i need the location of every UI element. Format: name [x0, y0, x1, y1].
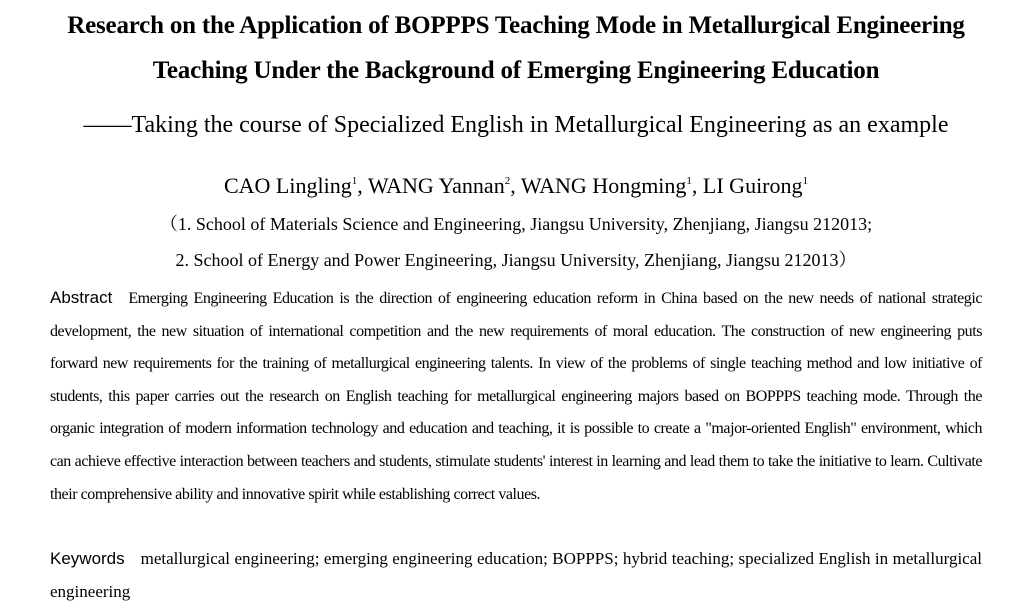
author-separator: ,: [691, 173, 703, 198]
abstract-label: Abstract: [50, 288, 113, 307]
paper-title-line-2: Teaching Under the Background of Emerging Engineering Education: [152, 57, 880, 84]
affiliation-2: 2. School of Energy and Power Engineering, Jiangsu University, Zhenjiang, Jiangsu 212013）: [175, 250, 857, 270]
author-affiliation-mark: 1: [802, 175, 809, 187]
paper-title-line-1: Research on the Application of BOPPPS Teaching Mode in Metallurgical Engineering: [67, 12, 965, 39]
author-name: LI Guirong: [702, 173, 803, 198]
author-separator: ,: [510, 173, 521, 198]
affiliation-1: （1. School of Materials Science and Engineering, Jiangsu University, Zhenjiang, Jiangsu 212013;: [159, 214, 873, 234]
author-name: WANG Yannan: [367, 173, 505, 198]
author-affiliation-mark: 2: [504, 175, 511, 187]
author-affiliation-mark: 1: [351, 175, 358, 187]
keywords-label: Keywords: [50, 549, 125, 568]
abstract: [50, 282, 982, 511]
author-name: CAO Lingling: [223, 173, 352, 198]
author-name: WANG Hongming: [520, 173, 687, 198]
author-affiliation-mark: 1: [686, 175, 692, 187]
author-list: [0, 172, 1032, 200]
paper-subtitle: ——Taking the course of Specialized English in Metallurgical Engineering as an example: [83, 112, 949, 138]
abstract-text: Emerging Engineering Education is the direction of engineering education reform in China based on the new needs of national strategic development, the new situation of international competition and the new requirements of moral education. The construction of new engineering puts forward new requirements for the training of metallurgical engineering talents. In view of the problems of single teaching method and low initiative of students, this paper carries out the research on English teaching for metallurgical engineering majors based on BOPPPS teaching mode. Through the organic integration of modern information technology and education and teaching, it is possible to create a "major-oriented English" environment, which can achieve effective interaction between teachers and students, stimulate students' interest in learning and lead them to take the initiative to learn. Cultivate their comprehensive ability and innovative spirit while establishing correct values.: [50, 290, 982, 503]
author-separator: ,: [357, 173, 368, 198]
keywords-text: metallurgical engineering; emerging engineering education; BOPPPS; hybrid teaching; specialized English in metallurgical engineering: [50, 549, 982, 601]
keywords: [50, 542, 982, 608]
